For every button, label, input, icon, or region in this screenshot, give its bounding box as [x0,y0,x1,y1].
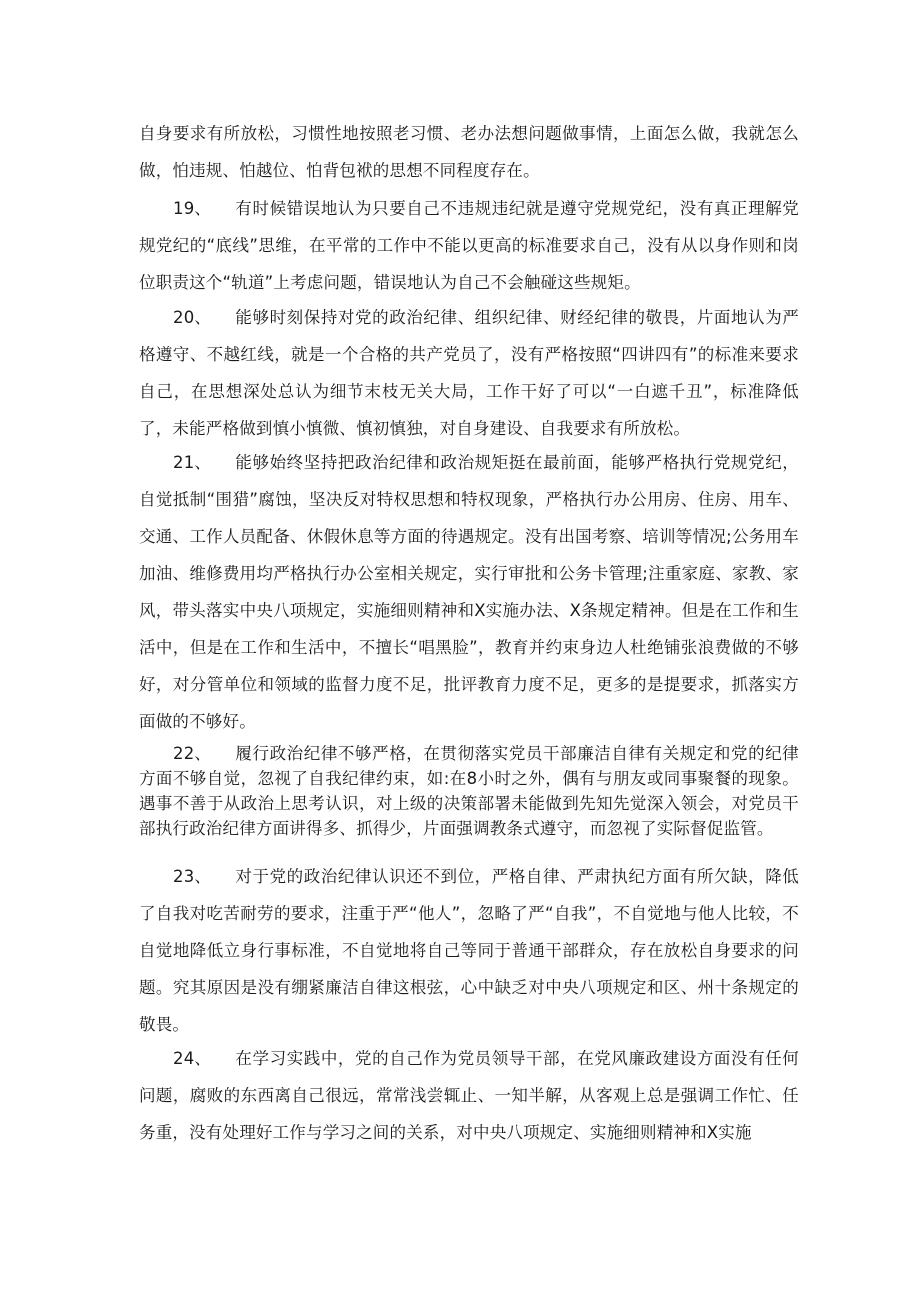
list-item-22 [139,741,799,841]
item-text: 对于党的政治纪律认识还不到位，严格自律、严肃执纪方面有所欠缺，降低了自我对吃苦耐劳的要求，注重于严“他人”，忽略了严“自我”，不自觉地与他人比较，不自觉地降低立身行事标准，不自觉地将自己等同于普通干部群众，存在放松自身要求的问题。究其原因是没有绷紧廉洁自律这根弦，心中缺乏对中央八项规定和区、州十条规定的敬畏。 [139,867,799,1034]
item-text: 能够时刻保持对党的政治纪律、组织纪律、财经纪律的敬畏，片面地认为严格遵守、不越红线，就是一个合格的共产党员了，没有严格按照“四讲四有”的标准来要求自己，在思想深处总认为细节末枝无关大局，工作干好了可以“一白遮千丑”，标准降低了，未能严格做到慎小慎微、慎初慎独，对自身建设、自我要求有所放松。 [139,308,799,438]
intro-paragraph: 自身要求有所放松，习惯性地按照老习惯、老办法想问题做事情，上面怎么做，我就怎么做，怕违规、怕越位、怕背包袱的思想不同程度存在。 [139,124,799,180]
list-item-23 [139,858,799,1043]
item-text: 能够始终坚持把政治纪律和政治规矩挺在最前面，能够严格执行党规党纪，自觉抵制“围猎”腐蚀，坚决反对特权思想和特权现象，严格执行办公用房、住房、用车、交通、工作人员配备、休假休息等方面的待遇规定。没有出国考察、培训等情况;公务用车加油、维修费用均严格执行办公室相关规定，实行审批和公务卡管理;注重家庭、家教、家风，带头落实中央八项规定，实施细则精神和X实施办法、X条规定精神。但是在工作和生活中，但是在工作和生活中，不擅长“唱黑脸”，教育并约束身边人杜绝铺张浪费做的不够好，对分管单位和领域的监督力度不足，批评教育力度不足，更多的是提要求，抓落实方面做的不够好。 [139,453,799,731]
list-item-19 [139,190,799,301]
list-item-21 [139,444,799,740]
list-item-20 [139,299,799,447]
list-item-24 [139,1040,799,1151]
item-number: 20、 [173,308,212,327]
item-number: 23、 [173,867,212,886]
item-number: 19、 [173,199,212,218]
item-number: 22、 [173,744,212,763]
item-text: 在学习实践中，党的自己作为党员领导干部，在党风廉政建设方面没有任何问题，腐败的东西离自己很远，常常浅尝辄止、一知半解，从客观上总是强调工作忙、任务重，没有处理好工作与学习之间的关系，对中央八项规定、实施细则精神和X实施 [139,1049,799,1142]
item-number: 24、 [173,1049,212,1068]
item-number: 21、 [173,453,212,472]
item-text: 有时候错误地认为只要自己不违规违纪就是遵守党规党纪，没有真正理解党规党纪的“底线”思维，在平常的工作中不能以更高的标准要求自己，没有从以身作则和岗位职责这个“轨道”上考虑问题，错误地认为自己不会触碰这些规矩。 [139,199,799,292]
item-text: 履行政治纪律不够严格，在贯彻落实党员干部廉洁自律有关规定和党的纪律方面不够自觉，忽视了自我纪律约束，如:在8小时之外，偶有与朋友或同事聚餐的现象。遇事不善于从政治上思考认识，对上级的决策部署未能做到先知先觉深入领会，对党员干部执行政治纪律方面讲得多、抓得少，片面强调教条式遵守，而忽视了实际督促监管。 [139,744,799,838]
